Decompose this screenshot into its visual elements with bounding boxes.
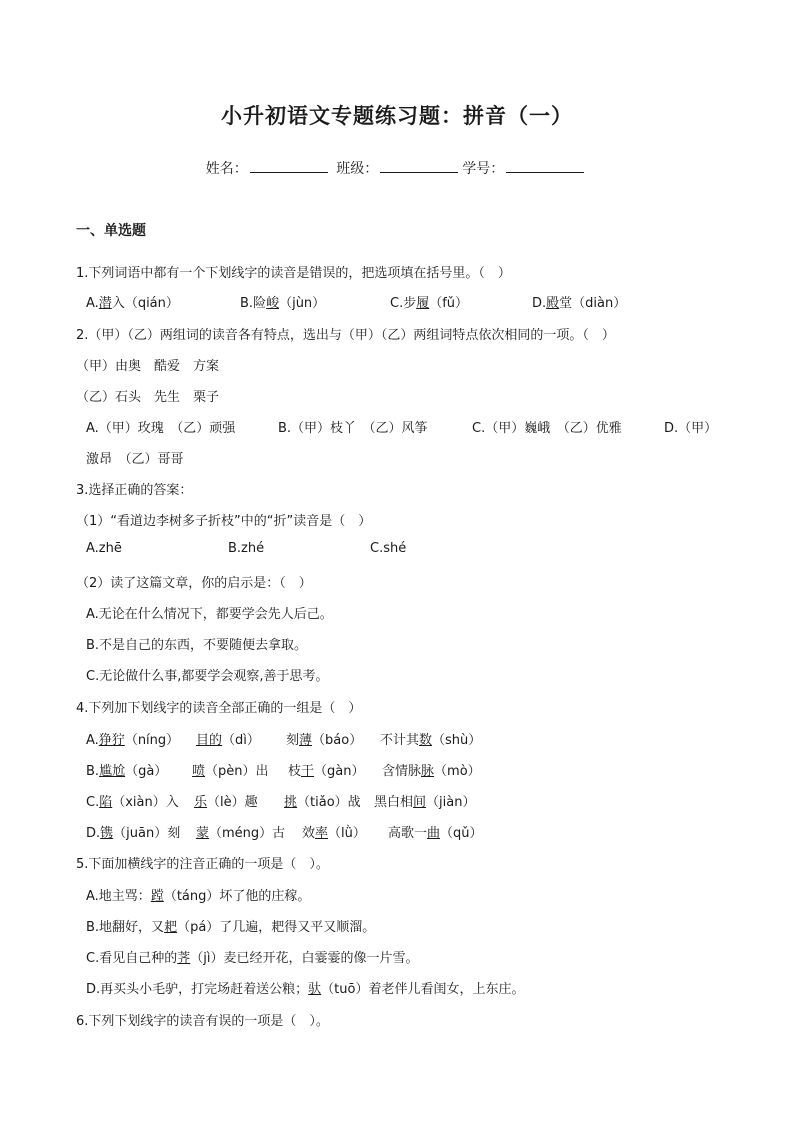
question-2-stem: 2.（甲）（乙）两组词的读音各有特点，选出与（甲）（乙）两组词特点依次相同的一项。（ ） (76, 328, 615, 343)
underlined-char: 履 (416, 296, 430, 311)
underlined-char: 峻 (266, 296, 280, 311)
underlined-char: 薄 (299, 733, 313, 748)
question-2-group-yi: （乙）石头 先生 栗子 (76, 390, 220, 405)
underlined-char: 狰狞 (98, 733, 125, 748)
question-3-option-b: B.zhé (228, 541, 265, 556)
question-3-sub-2: （2）读了这篇文章，你的启示是：（ ） (76, 576, 312, 591)
item-rest: （shù） (432, 733, 482, 748)
underlined-char: 目的 (196, 733, 223, 748)
id-label: 学号： (462, 161, 505, 177)
question-3-option-a: A.zhē (86, 541, 122, 556)
question-5-option-a (86, 885, 310, 904)
item-prefix: 高歌一 (388, 826, 428, 841)
option-prefix: A. (86, 296, 99, 311)
option-prefix: D. (532, 296, 547, 311)
item-rest: （lè）趣 (207, 795, 258, 810)
item-prefix: C. (86, 795, 100, 810)
underlined-char: 率 (315, 826, 329, 841)
question-4-option-c-item-2 (194, 791, 258, 810)
id-blank[interactable] (506, 158, 584, 173)
option-rest: 入（qián） (111, 296, 179, 311)
question-4-option-b-item-2 (192, 760, 269, 779)
question-5-option-d (86, 978, 524, 997)
item-prefix: 黑白相 (374, 795, 414, 810)
item-rest: （níng） (124, 733, 180, 748)
question-2-option-d: D.（甲） (664, 421, 718, 436)
question-1-option-c (390, 292, 468, 311)
question-4-option-a-item-2 (196, 729, 260, 748)
underlined-char: 蒙 (196, 826, 210, 841)
item-prefix: 效 (302, 826, 316, 841)
item-prefix: A. (86, 733, 99, 748)
underlined-char: 尴尬 (99, 764, 126, 779)
question-4-option-a-item-3 (286, 729, 362, 748)
question-4-option-a-item-4 (380, 729, 481, 748)
option-prefix: B.险 (240, 296, 267, 311)
question-5-stem: 5.下面加横线字的注音正确的一项是（ ）。 (76, 857, 329, 872)
option-rest: （jì）麦已经开花，白霎霎的像一片雪。 (190, 951, 419, 966)
question-2-option-a: A.（甲）玫瑰 （乙）顽强 (86, 421, 236, 436)
option-rest: （pá）了几遍，耙得又平又顺溜。 (177, 920, 376, 935)
item-prefix: D. (86, 826, 101, 841)
page-title: 小升初语文专题练习题：拼音（一） (221, 104, 573, 128)
item-rest: （lǜ） (328, 826, 366, 841)
class-label: 班级： (336, 161, 379, 177)
item-rest: （qǔ） (440, 826, 483, 841)
underlined-char: 数 (419, 733, 433, 748)
item-rest: （báo） (312, 733, 363, 748)
underlined-char: 驮 (308, 982, 322, 997)
underlined-char: 殿 (546, 296, 560, 311)
item-prefix: 不计其 (380, 733, 420, 748)
option-prefix: B.地翻好，又 (86, 920, 165, 935)
option-prefix: D.再买头小毛驴，打完场赶着送公粮； (86, 982, 309, 997)
underlined-char: 镌 (100, 826, 114, 841)
option-prefix: C.步 (390, 296, 417, 311)
item-rest: （juān）刻 (113, 826, 181, 841)
underlined-char: 乐 (194, 795, 208, 810)
underlined-char: 陷 (99, 795, 113, 810)
item-prefix: B. (86, 764, 100, 779)
item-prefix: 枝 (288, 764, 302, 779)
item-rest: （gà） (125, 764, 168, 779)
underlined-char: 间 (413, 795, 427, 810)
question-1-option-d (532, 292, 626, 311)
student-info-line (0, 158, 794, 178)
question-4-option-d-item-2 (196, 822, 285, 841)
question-3-option-c: C.shé (370, 541, 407, 556)
question-5-option-c (86, 947, 418, 966)
item-rest: （jiàn） (426, 795, 476, 810)
question-4-option-c-item-1 (86, 791, 179, 810)
underlined-char: 蹚 (150, 889, 164, 904)
item-rest: （mò） (434, 764, 481, 779)
question-6-stem: 6.下列下划线字的读音有误的一项是（ ）。 (76, 1014, 329, 1029)
item-rest: （tiǎo）战 (297, 795, 361, 810)
option-rest: 堂（diàn） (559, 296, 627, 311)
option-rest: （tuō）着老伴儿看闺女，上东庄。 (321, 982, 525, 997)
question-3-sub-2-option-c: C.无论做什么事,都要学会观察,善于思考。 (86, 669, 329, 684)
item-rest: （gàn） (314, 764, 365, 779)
question-4-option-b-item-3 (288, 760, 365, 779)
option-prefix: C.看见自己种的 (86, 951, 178, 966)
question-1-option-a (86, 292, 179, 311)
name-blank[interactable] (250, 158, 328, 173)
question-1-option-b (240, 292, 325, 311)
question-1-stem: 1.下列词语中都有一个下划线字的读音是错误的，把选项填在括号里。（ ） (76, 266, 511, 281)
underlined-char: 脉 (421, 764, 435, 779)
item-prefix: 含情脉 (382, 764, 422, 779)
underlined-char: 曲 (427, 826, 441, 841)
question-3-sub-2-option-b: B.不是自己的东西，不要随便去拿取。 (86, 638, 308, 653)
option-prefix: A.地主骂： (86, 889, 151, 904)
question-4-option-d-item-1 (86, 822, 180, 841)
name-label: 姓名： (205, 161, 248, 177)
option-rest: （fǔ） (429, 296, 469, 311)
section-heading: 一、单选题 (76, 223, 146, 239)
item-rest: （dì） (222, 733, 260, 748)
item-prefix: 刻 (286, 733, 300, 748)
question-4-stem: 4.下列加下划线字的读音全部正确的一组是（ ） (76, 701, 362, 716)
question-4-option-c-item-3 (284, 791, 361, 810)
question-4-option-b-item-1 (86, 760, 167, 779)
question-4-option-c-item-4 (374, 791, 475, 810)
item-rest: （méng）古 (209, 826, 286, 841)
question-4-option-b-item-4 (382, 760, 481, 779)
underlined-char: 挑 (284, 795, 298, 810)
question-2-group-jia: （甲）由奥 酷爱 方案 (76, 359, 220, 374)
underlined-char: 喷 (192, 764, 206, 779)
question-2-option-c: C.（甲）巍峨 （乙）优雅 (472, 421, 622, 436)
underlined-char: 潜 (98, 296, 112, 311)
underlined-char: 荠 (177, 951, 191, 966)
question-3-sub-2-option-a: A.无论在什么情况下，都要学会先人后己。 (86, 607, 333, 622)
underlined-char: 干 (301, 764, 315, 779)
class-blank[interactable] (380, 158, 458, 173)
question-4-option-d-item-4 (388, 822, 483, 841)
option-rest: （jùn） (279, 296, 326, 311)
question-4-option-d-item-3 (302, 822, 366, 841)
question-3-sub-1: （1）“看道边李树多子折枝”中的“折”读音是（ ） (76, 514, 372, 529)
underlined-char: 耙 (164, 920, 178, 935)
question-5-option-b (86, 916, 375, 935)
item-rest: （pèn）出 (205, 764, 269, 779)
item-rest: （xiàn）入 (112, 795, 179, 810)
question-2-option-d-continued: 激昂 （乙）哥哥 (86, 452, 184, 467)
question-2-option-b: B.（甲）枝丫 （乙）风筝 (278, 421, 428, 436)
question-3-stem: 3.选择正确的答案： (76, 483, 193, 498)
option-rest: （táng）坏了他的庄稼。 (163, 889, 311, 904)
question-4-option-a-item-1 (86, 729, 179, 748)
